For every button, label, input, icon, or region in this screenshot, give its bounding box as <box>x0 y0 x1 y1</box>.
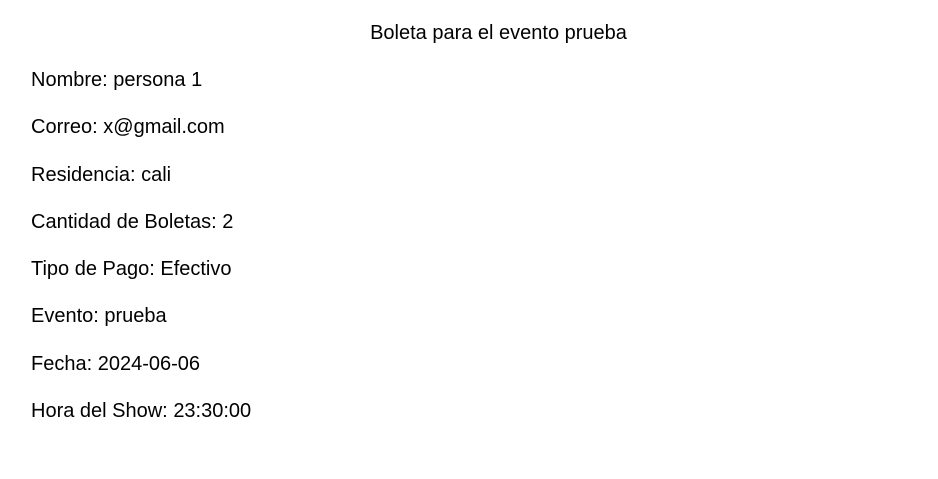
field-label: Evento: <box>31 305 99 328</box>
field-label: Residencia: <box>31 163 136 186</box>
field-value: cali <box>141 163 172 186</box>
field-value: x@gmail.com <box>103 116 225 139</box>
field-label: Nombre: <box>31 69 108 91</box>
field-value: Efectivo <box>160 258 232 281</box>
field-value: 23:30:00 <box>173 400 252 423</box>
field-residencia <box>31 163 251 210</box>
field-label: Cantidad de Boletas: <box>31 210 217 233</box>
field-value: 2 <box>222 210 234 233</box>
field-evento <box>31 304 251 351</box>
field-hora-show <box>31 399 251 446</box>
field-label: Hora del Show: <box>31 400 168 423</box>
field-value: 2024-06-06 <box>97 352 201 375</box>
field-label: Fecha: <box>31 352 93 375</box>
field-value: prueba <box>104 305 167 328</box>
field-cantidad-boletas <box>31 210 251 257</box>
field-label: Correo: <box>31 116 98 139</box>
ticket-title: Boleta para el evento prueba <box>370 22 627 44</box>
field-tipo-pago <box>31 257 251 304</box>
field-label: Tipo de Pago: <box>31 258 155 281</box>
ticket-fields <box>31 68 251 446</box>
field-fecha <box>31 352 251 399</box>
field-correo <box>31 115 251 162</box>
field-nombre <box>31 68 251 115</box>
field-value: persona 1 <box>113 69 203 91</box>
